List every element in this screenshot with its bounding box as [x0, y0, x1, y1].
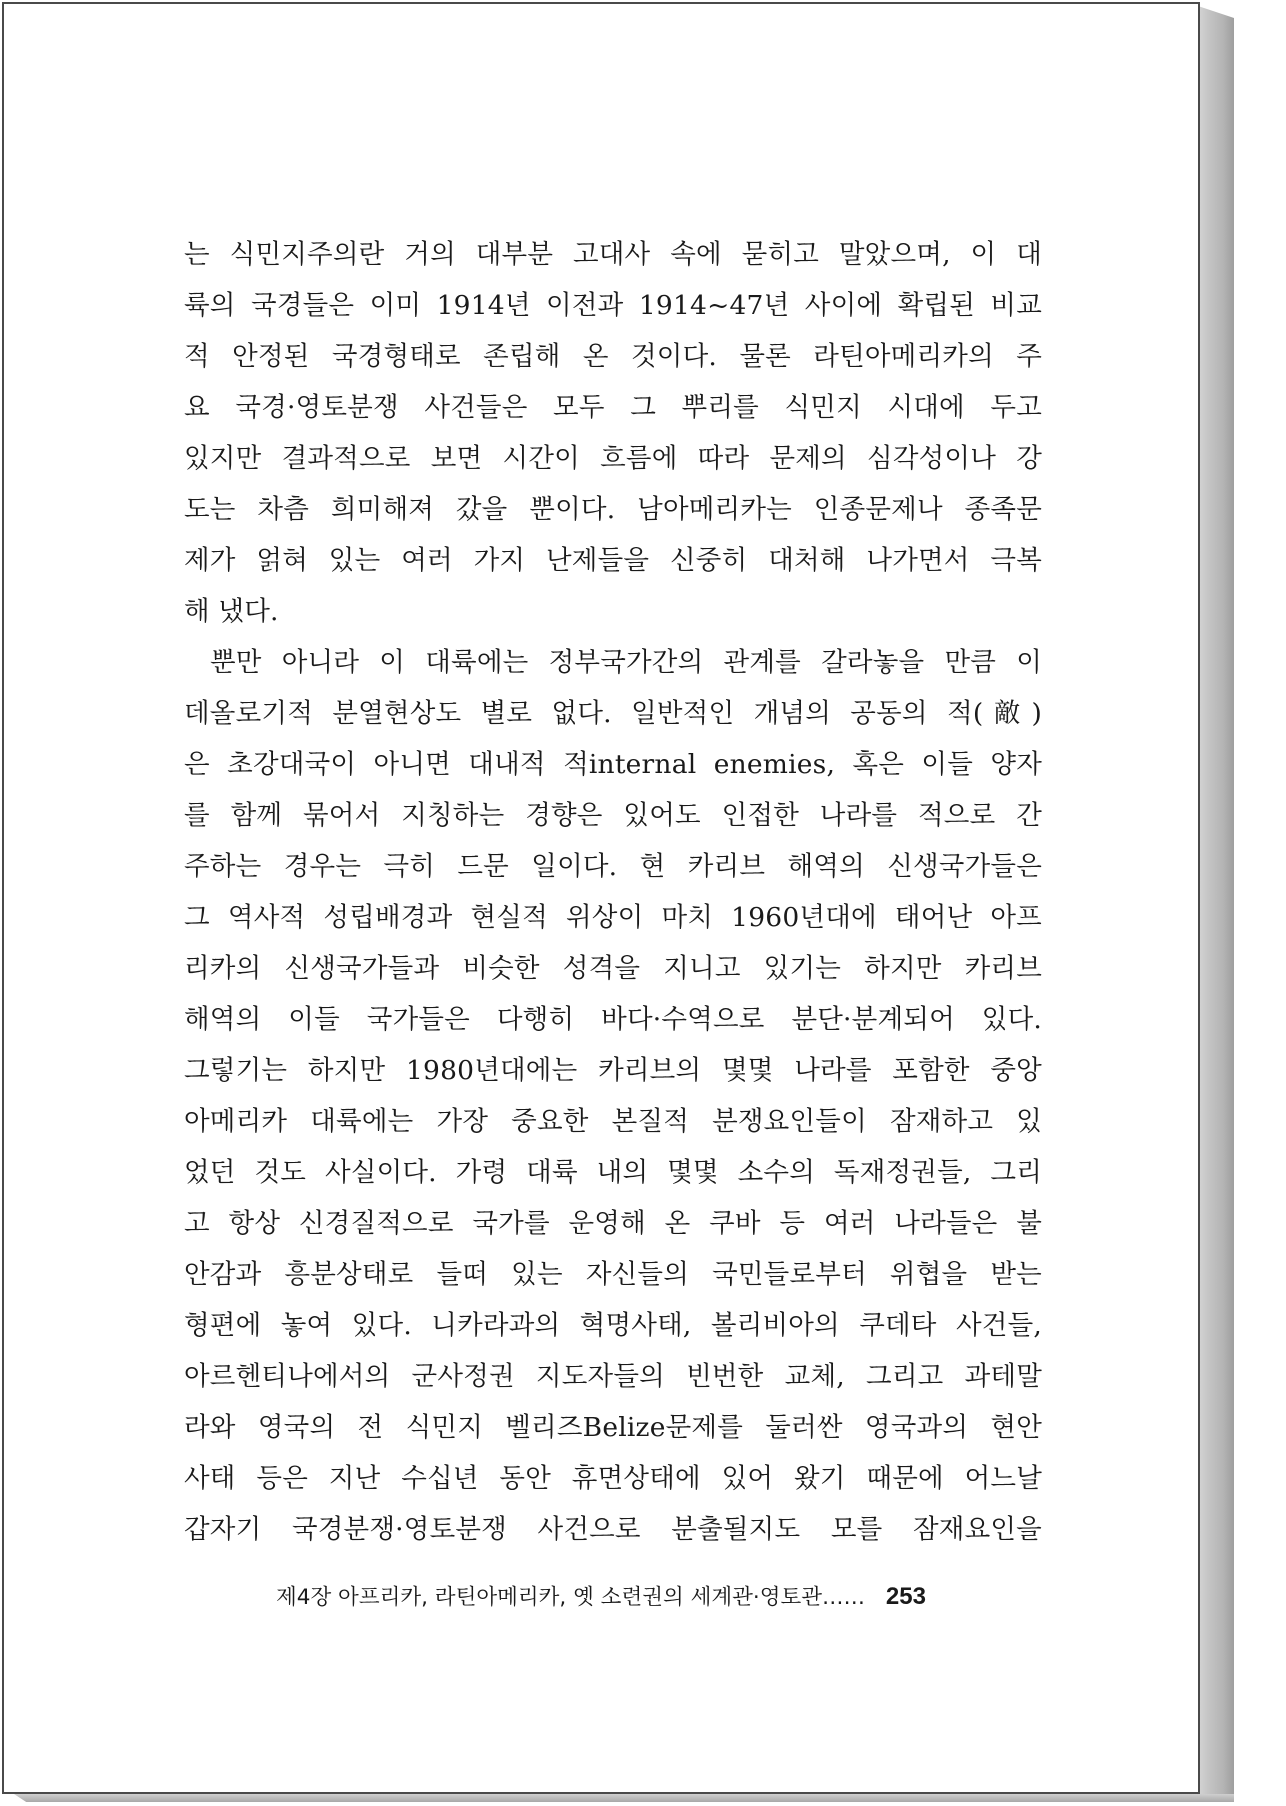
text-line: 은 초강대국이 아니면 대내적 적internal enemies, 혹은 이들 양자: [184, 749, 1042, 780]
paragraph-2: [184, 637, 1042, 1555]
text-line: 는 식민지주의란 거의 대부분 고대사 속에 묻히고 말았으며, 이 대: [184, 239, 1042, 270]
text-line: 아르헨티나에서의 군사정권 지도자들의 빈번한 교체, 그리고 과테말: [184, 1361, 1042, 1392]
text-line: 그렇기는 하지만 1980년대에는 카리브의 몇몇 나라를 포함한 중앙: [184, 1055, 1042, 1086]
running-footer: [276, 1577, 1016, 1617]
text-line: 라와 영국의 전 식민지 벨리즈Belize문제를 둘러싼 영국과의 현안: [184, 1412, 1042, 1443]
chapter-title: 제4장 아프리카, 라틴아메리카, 옛 소련권의 세계관·영토관……: [276, 1585, 866, 1610]
text-line: 었던 것도 사실이다. 가령 대륙 내의 몇몇 소수의 독재정권들, 그리: [184, 1157, 1042, 1188]
text-line: 요 국경·영토분쟁 사건들은 모두 그 뿌리를 식민지 시대에 두고: [184, 392, 1042, 423]
body-text: [184, 229, 1042, 1555]
text-line: 형편에 놓여 있다. 니카라과의 혁명사태, 볼리비아의 쿠데타 사건들,: [184, 1310, 1042, 1341]
text-line: 안감과 흥분상태로 들떠 있는 자신들의 국민들로부터 위협을 받는: [184, 1259, 1042, 1290]
text-line: 데올로기적 분열현상도 별로 없다. 일반적인 개념의 공동의 적(敵): [184, 698, 1042, 729]
text-line: 아메리카 대륙에는 가장 중요한 본질적 분쟁요인들이 잠재하고 있: [184, 1106, 1042, 1137]
text-line: 해역의 이들 국가들은 다행히 바다·수역으로 분단·분계되어 있다.: [184, 1004, 1042, 1035]
text-line: 리카의 신생국가들과 비슷한 성격을 지니고 있기는 하지만 카리브: [184, 953, 1042, 984]
text-line: 그 역사적 성립배경과 현실적 위상이 마치 1960년대에 태어난 아프: [184, 902, 1042, 933]
text-line: 적 안정된 국경형태로 존립해 온 것이다. 물론 라틴아메리카의 주: [184, 341, 1042, 372]
text-line: 해 냈다.: [184, 596, 279, 627]
text-line: 도는 차츰 희미해져 갔을 뿐이다. 남아메리카는 인종문제나 종족문: [184, 494, 1042, 525]
paragraph-1: [184, 229, 1042, 637]
page-number: 253: [885, 1583, 926, 1610]
text-line: 를 함께 묶어서 지칭하는 경향은 있어도 인접한 나라를 적으로 간: [184, 800, 1042, 831]
text-line: 제가 얽혀 있는 여러 가지 난제들을 신중히 대처해 나가면서 극복: [184, 545, 1042, 576]
text-line: 있지만 결과적으로 보면 시간이 흐름에 따라 문제의 심각성이나 강: [184, 443, 1042, 474]
text-line: 갑자기 국경분쟁·영토분쟁 사건으로 분출될지도 모를 잠재요인을: [184, 1514, 1042, 1545]
book-page: [2, 2, 1200, 1794]
text-line: 륙의 국경들은 이미 1914년 이전과 1914~47년 사이에 확립된 비교: [184, 290, 1042, 321]
text-line: 고 항상 신경질적으로 국가를 운영해 온 쿠바 등 여러 나라들은 불: [184, 1208, 1042, 1239]
text-line: 사태 등은 지난 수십년 동안 휴면상태에 있어 왔기 때문에 어느날: [184, 1463, 1042, 1494]
page-edge-bottom: [14, 1794, 1234, 1802]
page-edge: [1198, 6, 1234, 1794]
text-line: 주하는 경우는 극히 드문 일이다. 현 카리브 해역의 신생국가들은: [184, 851, 1042, 882]
text-line: 뿐만 아니라 이 대륙에는 정부국가간의 관계를 갈라놓을 만큼 이: [210, 647, 1042, 678]
